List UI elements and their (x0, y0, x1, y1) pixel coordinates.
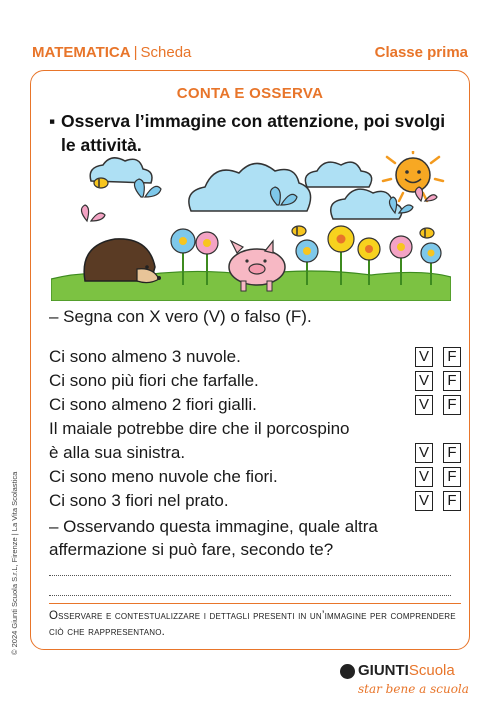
bee-icon (292, 226, 306, 236)
instruction-text: Osserva l’immagine con attenzione, poi svolgi le attività. (61, 111, 446, 155)
false-checkbox[interactable]: F (443, 491, 461, 511)
true-false-boxes (415, 443, 461, 463)
open-question: – Osservando questa immagine, quale altra affermazione si può fare, secondo te? (49, 517, 378, 559)
learning-goal: Osservare e contestualizzare i dettagli presenti in un’immagine per comprendere ciò che rappresentano. (49, 603, 461, 640)
logo-sub-text: Scuola (408, 662, 455, 679)
worksheet-card (30, 70, 470, 650)
false-checkbox[interactable]: F (443, 467, 461, 487)
page-header (32, 44, 468, 64)
sun-icon (383, 151, 443, 201)
butterfly-icon (389, 197, 413, 213)
worksheet-title: CONTA E OSSERVA (176, 85, 324, 102)
task-instruction-true-false: – Segna con X vero (V) o falso (F). (49, 307, 312, 326)
statement-row (49, 489, 461, 513)
butterfly-icon (415, 187, 437, 201)
true-false-boxes (415, 347, 461, 367)
cloud-icon (189, 163, 311, 211)
main-instruction (49, 109, 459, 157)
statement-row (49, 369, 461, 393)
true-checkbox[interactable]: V (415, 395, 433, 415)
true-false-boxes (415, 491, 461, 511)
sheet-label: Scheda (140, 44, 192, 61)
answer-line[interactable] (49, 575, 451, 576)
true-checkbox[interactable]: V (415, 347, 433, 367)
statement-text: è alla sua sinistra. (49, 443, 186, 462)
bee-icon (94, 178, 108, 188)
logo-main-text: GIUNTI (358, 662, 409, 679)
true-checkbox[interactable]: V (415, 443, 433, 463)
copyright-notice: © 2024 Giunti Scuola S.r.L, Firenze | La Vita Scolastica (10, 471, 19, 655)
true-checkbox[interactable]: V (415, 491, 433, 511)
grade-label: Classe prima (374, 44, 468, 61)
meadow-illustration (51, 151, 451, 301)
true-checkbox[interactable]: V (415, 371, 433, 391)
statement-text: Ci sono 3 fiori nel prato. (49, 491, 229, 510)
logo-mark-icon (340, 664, 355, 679)
false-checkbox[interactable]: F (443, 347, 461, 367)
statement-row (49, 345, 461, 369)
butterfly-icon (81, 205, 105, 221)
logo-tagline: star bene a scuola (358, 682, 469, 696)
subject-label (32, 44, 191, 61)
bullet-icon: ▪ (49, 111, 56, 131)
true-false-boxes (415, 371, 461, 391)
statement-row (49, 465, 461, 489)
false-checkbox[interactable]: F (443, 443, 461, 463)
cloud-icon (305, 162, 371, 187)
statement-list (49, 345, 461, 513)
true-false-boxes (415, 395, 461, 415)
statement-text: Ci sono meno nuvole che fiori. (49, 467, 278, 486)
header-separator: | (133, 44, 138, 61)
true-false-boxes (415, 467, 461, 487)
statement-row (49, 417, 461, 441)
statement-row (49, 393, 461, 417)
logo-wordmark (358, 662, 455, 679)
statement-row (49, 441, 461, 465)
bee-icon (420, 228, 434, 238)
answer-line[interactable] (49, 595, 451, 596)
subject-name: MATEMATICA (32, 44, 131, 61)
statement-text: Ci sono almeno 2 fiori gialli. (49, 395, 257, 414)
false-checkbox[interactable]: F (443, 371, 461, 391)
publisher-logo (340, 662, 470, 702)
true-checkbox[interactable]: V (415, 467, 433, 487)
statement-text: Ci sono almeno 3 nuvole. (49, 347, 241, 366)
false-checkbox[interactable]: F (443, 395, 461, 415)
statement-text: Ci sono più fiori che farfalle. (49, 371, 259, 390)
hedgehog-icon (84, 239, 161, 283)
statement-text: Il maiale potrebbe dire che il porcospino (49, 419, 350, 438)
